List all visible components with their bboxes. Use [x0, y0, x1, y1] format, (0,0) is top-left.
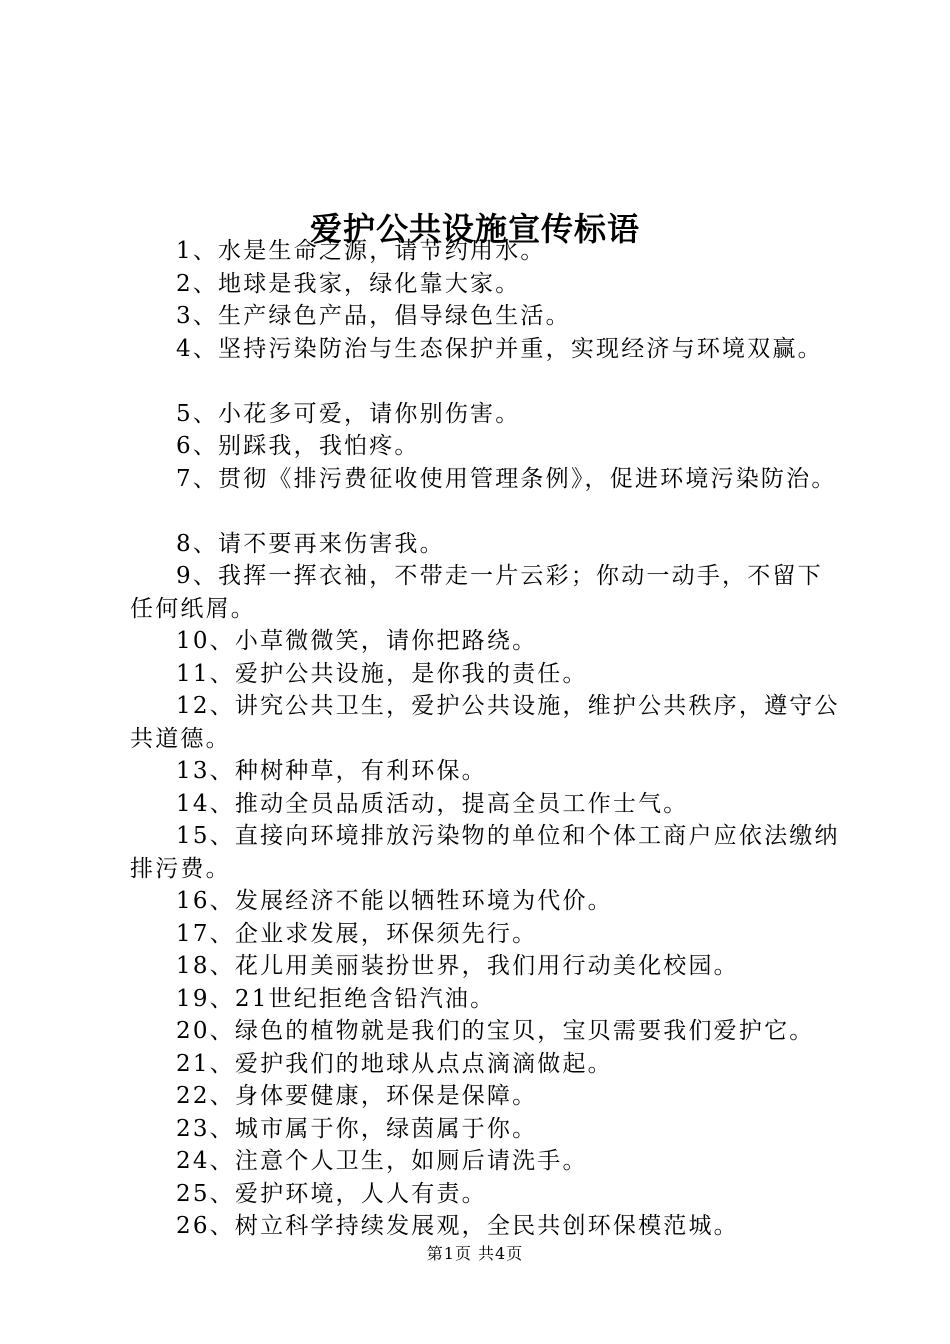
slogan-item-15: 15、直接向环境排放污染物的单位和个体工商户应依法缴纳排污费。	[130, 823, 840, 882]
slogan-item-10: 10、小草微微笑，请你把路绕。	[176, 628, 538, 654]
slogan-item-21: 21、爱护我们的地球从点点滴滴做起。	[176, 1050, 613, 1077]
slogan-item-4: 4、坚持污染防治与生态保护并重，实现经济与环境双赢。	[176, 335, 823, 362]
slogan-item-17: 17、企业求发展，环保须先行。	[176, 920, 538, 947]
slogan-item-23: 23、城市属于你，绿茵属于你。	[176, 1115, 538, 1142]
blank-line	[130, 365, 842, 398]
slogan-list	[130, 235, 842, 1243]
slogan-item-20: 20、绿色的植物就是我们的宝贝，宝贝需要我们爱护它。	[176, 1018, 815, 1044]
slogan-item-24: 24、注意个人卫生，如厕后请洗手。	[176, 1148, 588, 1174]
slogan-item-5: 5、小花多可爱，请你别伤害。	[176, 400, 521, 427]
slogan-item-6: 6、别踩我，我怕疼。	[176, 433, 420, 459]
slogan-item-14: 14、推动全员品质活动，提高全员工作士气。	[176, 790, 689, 817]
slogan-item-22: 22、身体要健康，环保是保障。	[176, 1083, 538, 1109]
slogan-item-8: 8、请不要再来伤害我。	[176, 530, 445, 557]
slogan-item-25: 25、爱护环境，人人有责。	[176, 1180, 487, 1207]
slogan-item-12: 12、讲究公共卫生，爱护公共设施，维护公共秩序，遵守公共道德。	[130, 693, 840, 752]
slogan-item-19: 19、21世纪拒绝含铅汽油。	[176, 985, 496, 1012]
slogan-item-26: 26、树立科学持续发展观，全民共创环保模范城。	[176, 1213, 739, 1239]
slogan-item-13: 13、种树种草，有利环保。	[176, 758, 487, 784]
slogan-item-18: 18、花儿用美丽装扮世界，我们用行动美化校园。	[176, 953, 739, 979]
slogan-item-3: 3、生产绿色产品，倡导绿色生活。	[176, 303, 571, 329]
slogan-item-11: 11、爱护公共设施，是你我的责任。	[176, 660, 588, 687]
slogan-item-7: 7、贯彻《排污费征收使用管理条例》，促进环境污染防治。	[176, 465, 837, 492]
slogan-item-9: 9、我挥一挥衣袖，不带走一片云彩；你动一动手，不留下任何纸屑。	[130, 563, 823, 622]
document-title: 爱护公共设施宣传标语	[309, 210, 640, 249]
slogan-item-2: 2、地球是我家，绿化靠大家。	[176, 270, 521, 297]
page-number-footer: 第1页 共4页	[426, 1244, 524, 1263]
blank-line	[130, 495, 842, 528]
slogan-item-1: 1、水是生命之源，请节约用水。	[176, 238, 546, 264]
slogan-item-16: 16、发展经济不能以牺牲环境为代价。	[176, 888, 613, 914]
